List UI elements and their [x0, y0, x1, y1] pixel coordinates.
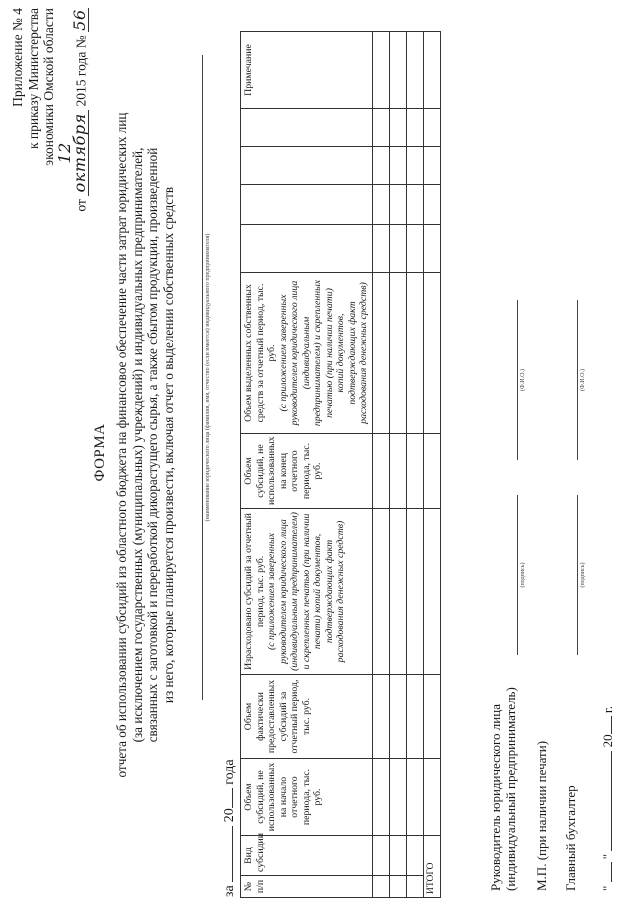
table-cell[interactable]: [372, 273, 389, 434]
table-cell[interactable]: [389, 32, 406, 109]
report-period: [222, 759, 238, 897]
date-year: 20: [600, 734, 615, 748]
table-cell[interactable]: [406, 273, 423, 434]
header-spent-text: Израсходовано субсидий за отчетный период, тыс. руб.: [243, 513, 266, 670]
table-cell[interactable]: [372, 759, 389, 836]
header-spent: [241, 509, 373, 675]
table-cell[interactable]: [423, 675, 440, 759]
table-cell[interactable]: [423, 759, 440, 836]
header-provided: Объем фактически предоставленных субсидий за отчетный период, тыс. руб.: [241, 675, 373, 759]
table-cell[interactable]: [372, 836, 389, 876]
period-suffix: года: [222, 759, 237, 785]
table-cell[interactable]: [389, 434, 406, 509]
table-cell[interactable]: [406, 185, 423, 225]
header-blank-4: [241, 109, 373, 147]
head-fio-line[interactable]: [517, 300, 518, 460]
table-cell[interactable]: [406, 434, 423, 509]
header-own-funds: [241, 273, 373, 434]
accountant-fio-caption: (Ф.И.О.): [580, 369, 586, 391]
table-cell[interactable]: [423, 147, 440, 185]
table-cell[interactable]: [406, 509, 423, 675]
header-spent-note: (с приложением заверенных руководителем юридического лица (индивидуальным предпринимателем) и скрепленных печатью (при наличии печати) копий документов, подтверждающих факт расходования денежных средств): [266, 512, 346, 671]
handwritten-number: 56: [70, 9, 89, 31]
table-cell[interactable]: [389, 109, 406, 147]
header-note: Примечание: [241, 32, 373, 109]
total-row: [423, 32, 440, 898]
period-year-blank[interactable]: [232, 788, 233, 808]
appendix-date-line: [54, 8, 89, 300]
table-cell[interactable]: [406, 759, 423, 836]
appendix-line-3: экономики Омской области: [41, 8, 56, 166]
table-row: [372, 32, 389, 898]
table-cell[interactable]: [372, 185, 389, 225]
table-cell[interactable]: [372, 509, 389, 675]
recipient-name-line[interactable]: [202, 55, 203, 700]
head-fio-caption: (Ф.И.О.): [520, 369, 526, 391]
head-signature-caption: (подпись): [520, 562, 526, 588]
table-cell[interactable]: [406, 675, 423, 759]
table-cell[interactable]: [423, 185, 440, 225]
head-label-line-1: Руководитель юридического лица: [488, 704, 503, 891]
header-number: № п/п: [241, 876, 373, 898]
date-month-blank[interactable]: [611, 751, 612, 851]
table-cell[interactable]: [372, 147, 389, 185]
table-cell[interactable]: [389, 147, 406, 185]
table-cell[interactable]: [406, 876, 423, 898]
title-line-1: отчета об использовании субсидий из областного бюджета на финансовое обеспечение части затрат юридических лиц: [114, 112, 129, 778]
stamp-label: М.П. (при наличии печати): [534, 740, 549, 891]
table-cell[interactable]: [389, 836, 406, 876]
signature-date: [600, 706, 615, 891]
period-prefix: за: [222, 885, 237, 897]
date-suffix: г.: [600, 706, 615, 714]
title-line-3: связанных с заготовкой и переработкой дикорастущего сырья, а также сбытом продукции, произведенной: [145, 147, 160, 743]
table-cell[interactable]: [372, 876, 389, 898]
table-cell[interactable]: [423, 434, 440, 509]
table-cell[interactable]: [372, 32, 389, 109]
table-cell[interactable]: [389, 509, 406, 675]
title-line-2: (за исключением государственных (муниципальных) учреждений) и индивидуальных предпринимателей,: [129, 147, 145, 743]
table-cell[interactable]: [423, 225, 440, 273]
table-cell[interactable]: [423, 32, 440, 109]
table-cell[interactable]: [423, 109, 440, 147]
head-signature-line[interactable]: [517, 495, 518, 655]
table-cell[interactable]: [406, 836, 423, 876]
table-cell[interactable]: [389, 273, 406, 434]
header-blank-2: [241, 185, 373, 225]
table-cell[interactable]: [389, 759, 406, 836]
header-own-funds-note: (с приложением заверенных руководителем юридического лица (индивидуальным предпринимателем) и скрепленных печатью (при наличии печати) копий документов, подтверждающих факт расходования денежных средств): [277, 279, 369, 427]
table-cell[interactable]: [406, 109, 423, 147]
head-signature-label: [488, 687, 518, 891]
handwritten-date: 12 октября: [57, 110, 89, 196]
appendix-line-2: к приказу Министерства: [25, 8, 41, 150]
table-row: [389, 32, 406, 898]
form-title: ФОРМА: [92, 423, 108, 482]
date-year-blank[interactable]: [611, 716, 612, 734]
report-table: [240, 31, 441, 898]
table-cell[interactable]: [389, 185, 406, 225]
appendix-line-1: Приложение № 4: [10, 8, 25, 107]
table-cell[interactable]: [389, 225, 406, 273]
header-blank-3: [241, 147, 373, 185]
table-cell[interactable]: [372, 109, 389, 147]
appendix-year-text: 2015 года №: [73, 35, 88, 107]
accountant-label: Главный бухгалтер: [563, 785, 578, 891]
table-cell[interactable]: [389, 876, 406, 898]
header-unused-end: Объем субсидий, не использованных на конец отчетного периода, тыс. руб.: [241, 434, 373, 509]
period-blank[interactable]: [232, 826, 233, 882]
appendix-date-prefix: от: [73, 199, 88, 212]
total-label: ИТОГО: [423, 836, 440, 898]
appendix-block: [10, 8, 89, 300]
table-cell[interactable]: [406, 147, 423, 185]
date-day-blank[interactable]: [611, 862, 612, 882]
table-row: [406, 32, 423, 898]
table-cell[interactable]: [423, 273, 440, 434]
table-cell[interactable]: [406, 225, 423, 273]
report-title: [114, 85, 176, 805]
table-cell[interactable]: [423, 509, 440, 675]
head-label-line-2: (индивидуальный предприниматель): [503, 687, 518, 891]
header-blank-1: [241, 225, 373, 273]
accountant-signature-caption: (подпись): [580, 562, 586, 588]
table-cell[interactable]: [406, 32, 423, 109]
title-line-4: из него, которые планируется произвести, включая отчет о выделении собственных средств: [160, 186, 176, 704]
header-own-funds-text: Объем выделенных собственных средств за отчетный период, тыс. руб.: [243, 283, 277, 423]
table-cell[interactable]: [389, 675, 406, 759]
table-header-row: [241, 32, 373, 898]
accountant-signature-line[interactable]: [577, 495, 578, 655]
date-close-quote: ": [600, 853, 615, 860]
period-year: 20: [222, 808, 237, 823]
header-subsidy-type: Вид субсидии: [241, 836, 373, 876]
accountant-fio-line[interactable]: [577, 300, 578, 460]
recipient-caption: (наименование юридического лица (фамилия, имя, отчество (если имеется) индивидуального предпринимателя): [205, 233, 211, 522]
table-cell[interactable]: [372, 225, 389, 273]
date-open-quote: ": [600, 885, 615, 891]
header-unused-start: Объем субсидий, не использованных на начало отчетного периода, тыс. руб.: [241, 759, 373, 836]
table-cell[interactable]: [372, 675, 389, 759]
table-cell[interactable]: [372, 434, 389, 509]
